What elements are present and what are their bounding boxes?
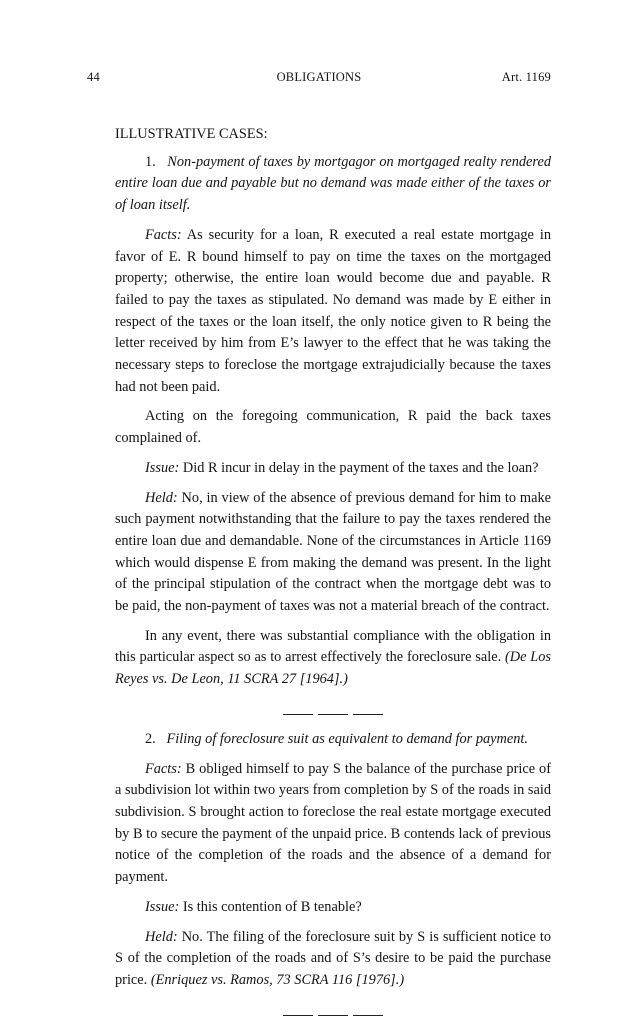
issue-label: Issue: bbox=[145, 898, 180, 915]
issue-label: Issue: bbox=[145, 459, 180, 476]
case-2-number: 2. bbox=[145, 730, 156, 747]
case-1-conclusion-text: In any event, there was substantial compliance with the obligation in this particular aspect so as to arrest effectively the foreclosure sale. bbox=[115, 627, 551, 666]
case-2-title bbox=[115, 729, 551, 751]
facts-label: Facts: bbox=[145, 226, 182, 243]
case-1-held bbox=[115, 488, 551, 618]
case-2-issue bbox=[115, 897, 551, 919]
case-1-issue-text: Did R incur in delay in the payment of the taxes and the loan? bbox=[179, 459, 539, 476]
case-2-facts bbox=[115, 759, 551, 889]
held-label: Held: bbox=[145, 928, 178, 945]
case-1-citation: (De Los Reyes vs. De Leon, 11 SCRA 27 [1964].) bbox=[115, 649, 551, 688]
case-1-conclusion bbox=[115, 626, 551, 691]
page-body bbox=[115, 124, 551, 1030]
running-title: OBLIGATIONS bbox=[276, 70, 362, 84]
section-separator bbox=[283, 705, 383, 715]
case-1-held-text: No, in view of the absence of previous demand for him to make such payment notwithstanding that the failure to pay the taxes rendered the entire loan due and demandable. None of the circumstances in Article 1169 which would dispense E from making the demand was present. In the light of the principal stipulation of the contract when the mortgage debt was to be paid, the non-payment of taxes was not a material breach of the contract. bbox=[115, 489, 551, 615]
case-2-held-text: No. The filing of the foreclosure suit by S is sufficient notice to S of the completion of the roads and of S’s desire to be paid the purchase price. bbox=[115, 928, 551, 988]
case-2-facts-text: B obliged himself to pay S the balance of the purchase price of a subdivision lot within two years from completion by S of the roads in said subdivision. S brought action to foreclose the real estate mortgage executed by B to secure the payment of the unpaid price. B contends lack of previous notice of the completion of the roads and the absence of a demand for payment. bbox=[115, 760, 551, 886]
section-separator bbox=[283, 1006, 383, 1016]
case-1-title bbox=[115, 152, 551, 217]
case-1-title-text: Non-payment of taxes by mortgagor on mortgaged realty rendered entire loan due and payable but no demand was made either of the taxes or of loan itself. bbox=[115, 153, 551, 214]
case-1-facts-text: As security for a loan, R executed a real estate mortgage in favor of E. R bound himself to pay on time the taxes on the mortgaged property; otherwise, the entire loan would become due and payable. R failed to pay the taxes as stipulated. No demand was made by E either in respect of the taxes or the loan itself, the only notice given to R being the letter received by him from E’s lawyer to the effect that he was taking the necessary steps to foreclose the mortgage extrajudicially because the taxes had not been paid. bbox=[115, 226, 551, 395]
case-1-number: 1. bbox=[145, 153, 156, 170]
case-2-issue-text: Is this contention of B tenable? bbox=[179, 898, 362, 915]
section-heading: ILLUSTRATIVE CASES: bbox=[115, 126, 268, 142]
case-2-citation: (Enriquez vs. Ramos, 73 SCRA 116 [1976].) bbox=[150, 971, 405, 988]
case-2-held bbox=[115, 927, 551, 992]
facts-label: Facts: bbox=[145, 760, 182, 777]
case-2-title-text: Filing of foreclosure suit as equivalent to demand for payment. bbox=[166, 730, 528, 747]
page-number: 44 bbox=[87, 70, 100, 84]
case-1-paragraph: Acting on the foregoing communication, R paid the back taxes complained of. bbox=[115, 408, 551, 447]
case-1-facts bbox=[115, 225, 551, 399]
article-reference: Art. 1169 bbox=[501, 70, 551, 84]
case-1-issue bbox=[115, 458, 551, 480]
held-label: Held: bbox=[145, 489, 178, 506]
running-header bbox=[0, 70, 638, 90]
